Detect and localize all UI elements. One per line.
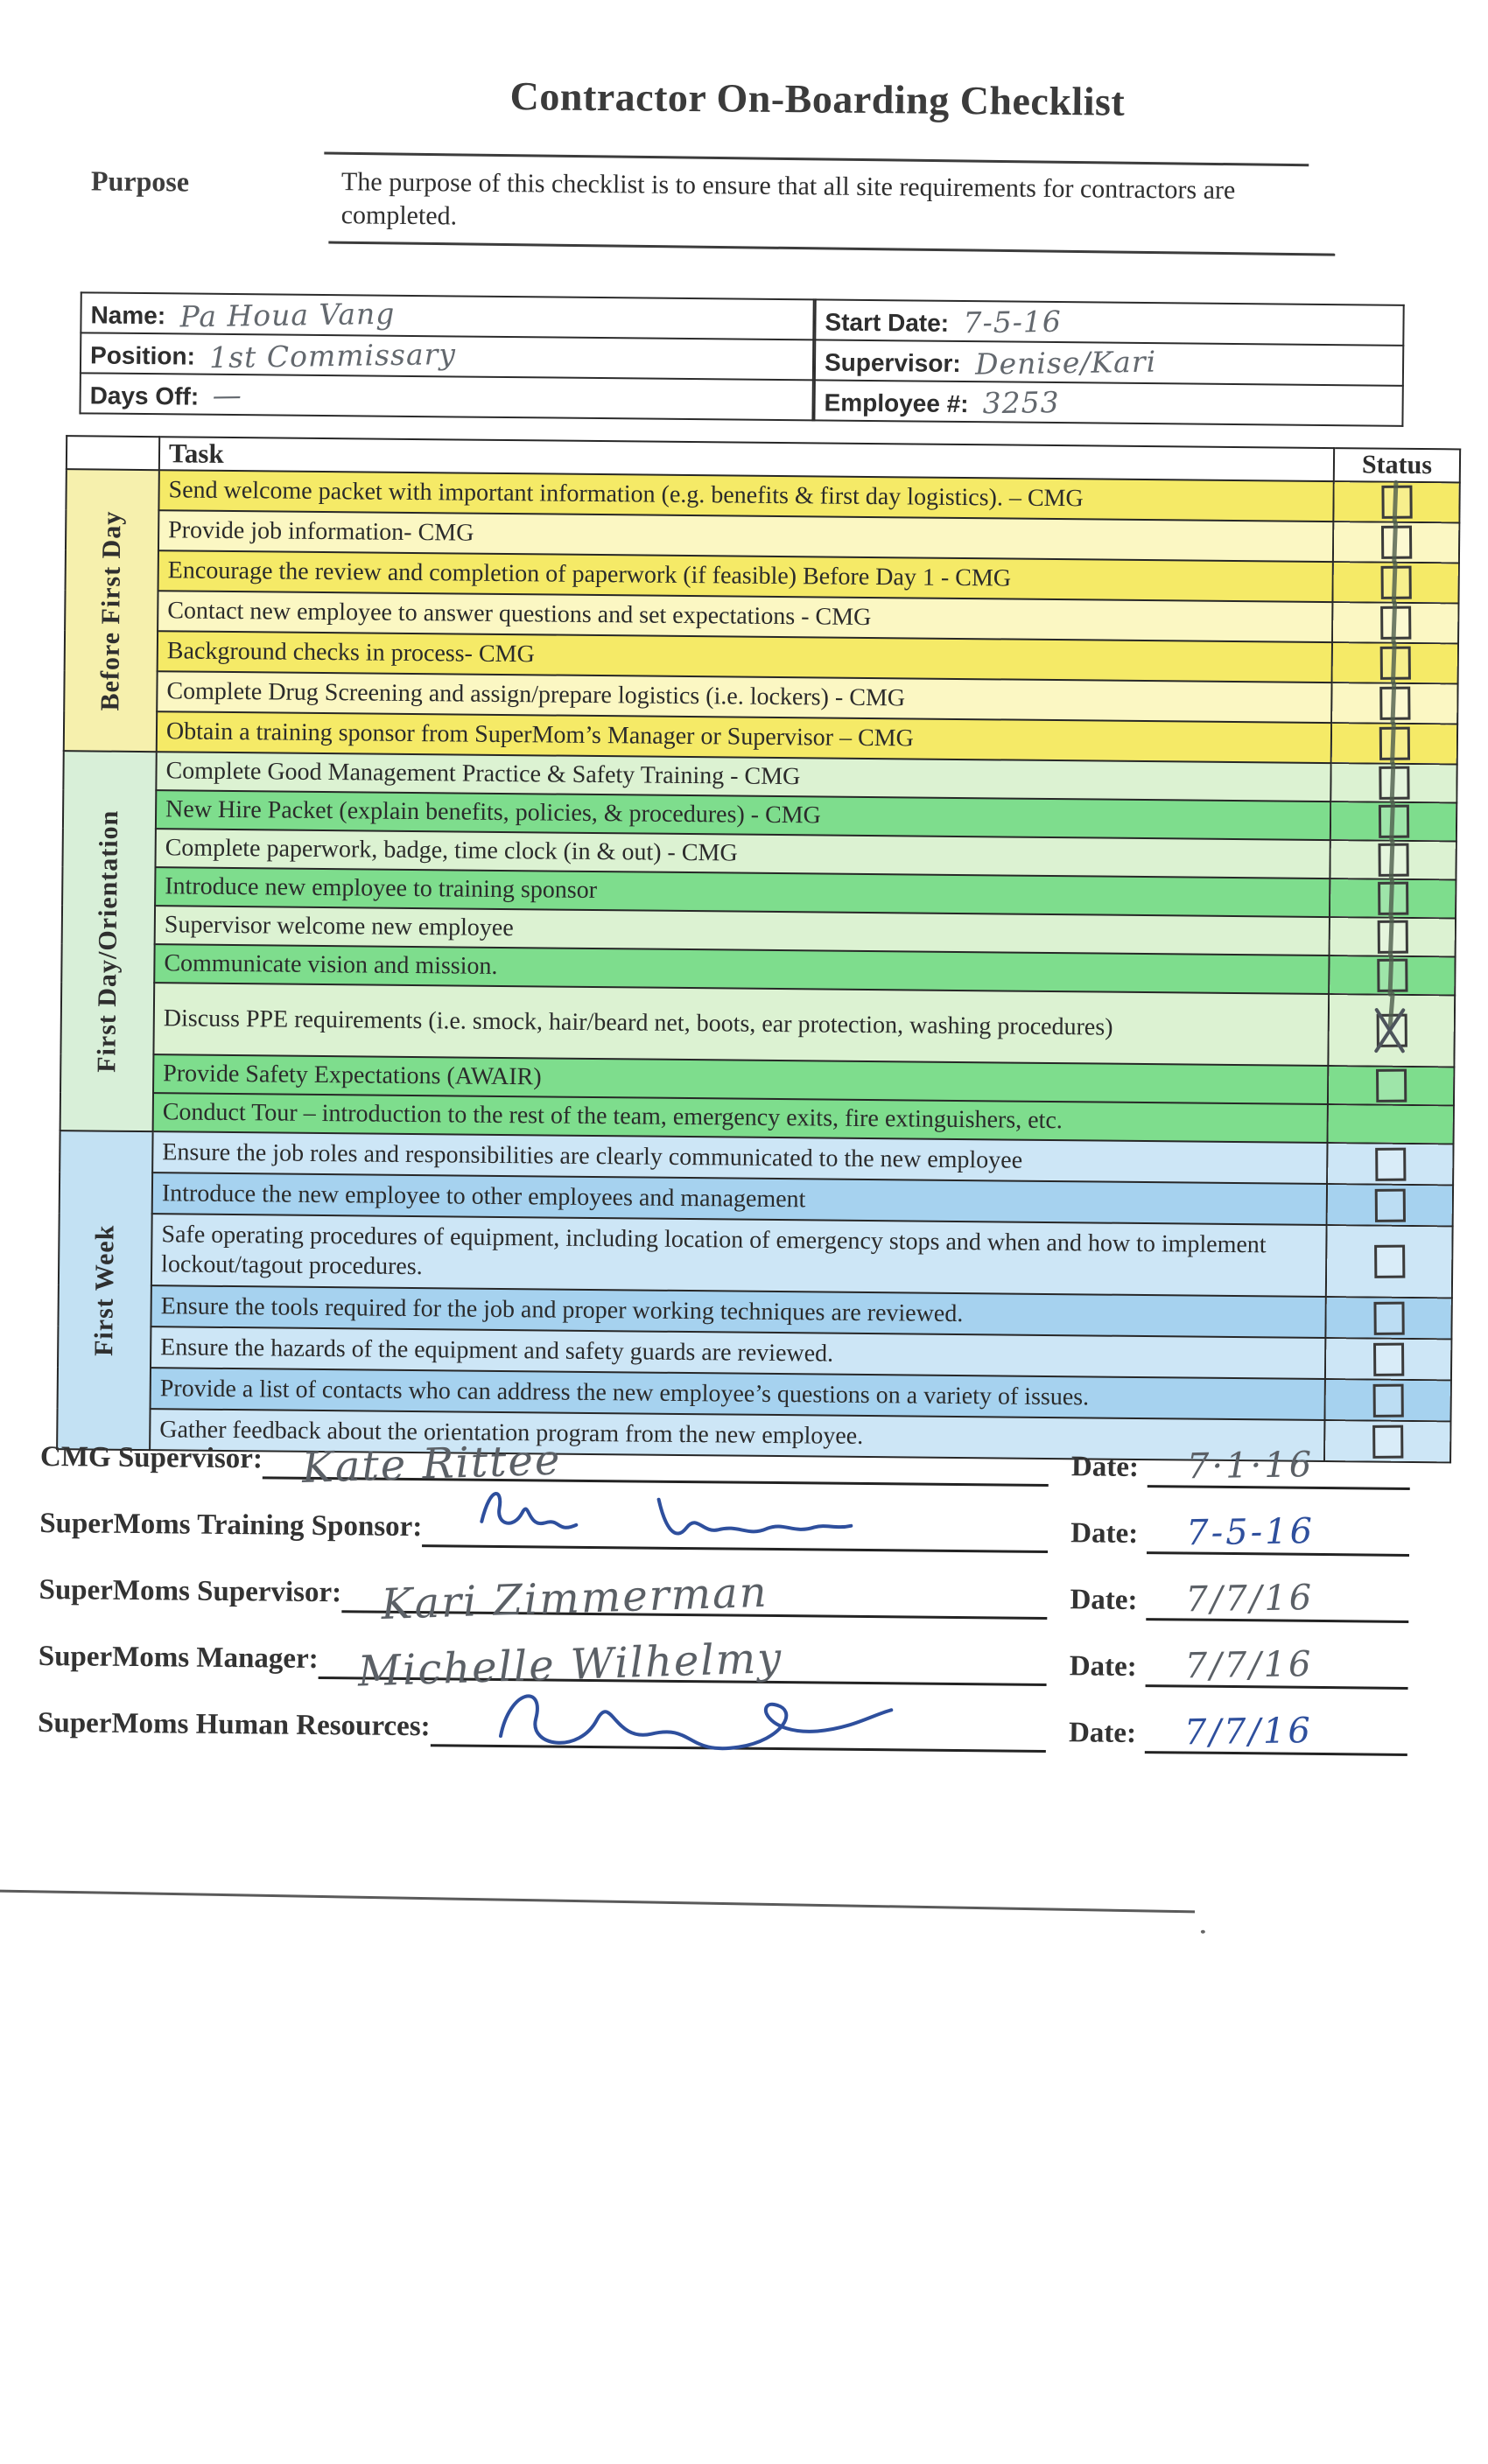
purpose-divider [328, 242, 1335, 256]
date-line[interactable] [1146, 1634, 1409, 1690]
task-cell: Ensure the hazards of the equipment and safety guards are reviewed. [151, 1326, 1325, 1379]
task-cell: Ensure the job roles and responsibilities are clearly communicated to the new employee [152, 1131, 1327, 1184]
task-cell: Supervisor welcome new employee [155, 906, 1330, 956]
handwritten-date: 7/7/16 [1185, 1578, 1315, 1620]
scan-speck [1201, 1930, 1205, 1934]
handwritten-signature-scribble [482, 1673, 973, 1765]
status-checkbox[interactable] [1372, 1383, 1403, 1417]
task-cell: Send welcome packet with important information (e.g. benefits & first day logistics). – CMG [158, 470, 1333, 522]
info-handwritten-value: 1st Commissary [208, 336, 457, 374]
task-cell: Discuss PPE requirements (i.e. smock, hair/beard net, boots, ear protection, washing procedures) [153, 983, 1329, 1066]
task-cell: New Hire Packet (explain benefits, policies, & procedures) - CMG [156, 790, 1330, 840]
signature-label: SuperMoms Human Resources: [37, 1706, 431, 1743]
task-row [60, 982, 1455, 1067]
info-table-left [79, 291, 814, 421]
signature-line[interactable] [430, 1691, 1046, 1753]
status-checkbox[interactable] [1375, 1147, 1406, 1180]
onboarding-checklist [56, 435, 1461, 1463]
status-checkbox[interactable] [1374, 1188, 1405, 1222]
status-cell [1324, 1379, 1450, 1421]
status-cell [1326, 1225, 1453, 1298]
task-cell: Background checks in process- CMG [158, 631, 1332, 682]
status-cell [1328, 994, 1455, 1067]
info-row [815, 299, 1403, 345]
date-label: Date: [1069, 1650, 1137, 1683]
info-cell [81, 292, 813, 340]
task-cell: Ensure the tools required for the job and proper working techniques are reviewed. [151, 1285, 1325, 1338]
status-cell [1330, 917, 1456, 956]
info-field-label: Position: [89, 340, 196, 370]
status-cell [1330, 763, 1456, 802]
info-cell [815, 299, 1403, 345]
status-cell [1329, 956, 1455, 995]
status-cell [1333, 522, 1459, 563]
info-handwritten-value: 7-5-16 [962, 304, 1062, 340]
checklist-body [57, 469, 1460, 1462]
task-cell: Complete Drug Screening and assign/prepare logistics (i.e. lockers) - CMG [157, 671, 1331, 723]
date-line[interactable] [1145, 1700, 1408, 1756]
info-handwritten-value: — [212, 377, 243, 412]
info-cell [80, 373, 812, 420]
info-cell [814, 380, 1402, 425]
status-cell [1328, 1104, 1454, 1144]
info-field-label: Employee #: [824, 388, 969, 417]
section-label-blue [57, 1130, 152, 1450]
status-cell [1333, 481, 1459, 522]
signature-label: SuperMoms Supervisor: [39, 1573, 342, 1609]
handwritten-signature: Kari Zimmerman [380, 1567, 769, 1629]
date-line[interactable] [1148, 1434, 1411, 1490]
date-label: Date: [1068, 1717, 1137, 1749]
status-cell [1331, 682, 1457, 724]
checklist-table [56, 435, 1461, 1463]
page-divider-line [0, 1889, 1195, 1912]
status-cell [1330, 878, 1456, 918]
status-cell [1327, 1184, 1453, 1226]
info-cell [815, 340, 1403, 385]
date-label: Date: [1070, 1517, 1139, 1550]
task-cell: Provide a list of contacts who can address the new employee’s questions on a variety of issues. [151, 1368, 1325, 1420]
signature-label: SuperMoms Manager: [38, 1640, 319, 1676]
info-row [80, 373, 812, 420]
purpose-text: The purpose of this checklist is to ensure that all site requirements for contractors are completed. [340, 167, 1236, 231]
task-cell: Provide job information- CMG [158, 510, 1333, 562]
info-field-label: Start Date: [825, 307, 950, 337]
task-cell: Complete Good Management Practice & Safety Training - CMG [156, 752, 1330, 802]
checklist-corner-cell [67, 436, 159, 470]
info-handwritten-value: 3253 [982, 384, 1060, 420]
status-cell [1328, 1066, 1454, 1105]
handwritten-signature: Kate Rittee [301, 1435, 563, 1494]
date-label: Date: [1070, 1584, 1138, 1616]
task-cell: Gather feedback about the orientation program from the new employee. [150, 1409, 1324, 1461]
signature-line[interactable] [422, 1492, 1049, 1553]
task-cell: Provide Safety Expectations (AWAIR) [153, 1054, 1328, 1104]
signature-block [38, 1410, 1411, 1756]
task-cell: Introduce new employee to training sponsor [155, 867, 1330, 917]
info-field-label: Days Off: [89, 381, 200, 410]
info-row [81, 292, 813, 340]
status-checkbox[interactable] [1376, 1069, 1407, 1102]
date-line[interactable] [1146, 1567, 1409, 1623]
info-row [81, 332, 813, 380]
handwritten-date: 7/7/16 [1184, 1643, 1314, 1687]
task-cell: Conduct Tour – introduction to the rest of the team, emergency exits, fire extinguishers, etc. [153, 1093, 1328, 1143]
task-cell: Safe operating procedures of equipment, including location of emergency stops and when and how to implement lockout/tagout procedures. [151, 1214, 1327, 1297]
info-field-label: Name: [90, 300, 166, 329]
status-checkbox[interactable] [1373, 1342, 1404, 1376]
task-cell: Complete paperwork, badge, time clock (in & out) - CMG [155, 829, 1330, 878]
employee-info-table [79, 291, 1404, 427]
task-cell: Contact new employee to answer questions and set expectations - CMG [158, 591, 1332, 642]
signature-label: CMG Supervisor: [39, 1440, 263, 1475]
purpose-label: Purpose [90, 164, 190, 198]
status-cell [1327, 1143, 1453, 1185]
info-row [814, 380, 1402, 425]
status-cell [1325, 1297, 1451, 1339]
handwritten-date: 7·1·16 [1186, 1445, 1315, 1488]
info-cell [81, 332, 813, 380]
section-label-text: Before First Day [95, 510, 127, 711]
status-cell [1330, 802, 1456, 841]
task-row [59, 1213, 1453, 1298]
handwritten-date: 7/7/16 [1183, 1710, 1314, 1754]
info-field-label: Supervisor: [824, 347, 961, 377]
section-label-text: First Day/Orientation [92, 809, 124, 1073]
signature-label: SuperMoms Training Sponsor: [39, 1507, 423, 1544]
date-label: Date: [1070, 1451, 1140, 1483]
status-cell [1332, 562, 1458, 603]
info-handwritten-value: Denise/Kari [974, 344, 1157, 382]
signature-line[interactable] [341, 1558, 1048, 1629]
task-cell: Encourage the review and completion of paperwork (if feasible) Before Day 1 - CMG [158, 550, 1333, 602]
info-row [815, 340, 1403, 385]
status-cell [1332, 642, 1458, 683]
handwritten-signature: Michelle Wilhelmy [356, 1633, 783, 1697]
info-table-right [813, 298, 1404, 426]
status-cell [1325, 1338, 1451, 1380]
status-cell [1330, 840, 1456, 879]
task-cell: Communicate vision and mission. [154, 944, 1329, 994]
section-label-green [60, 751, 157, 1131]
info-handwritten-value: Pa Houa Vang [179, 296, 396, 333]
status-column-header: Status [1334, 448, 1460, 482]
handwritten-date: 7-5-16 [1185, 1511, 1316, 1554]
status-cell [1331, 723, 1457, 764]
status-cell [1332, 602, 1458, 643]
signature-row [38, 1676, 1408, 1756]
status-checkbox[interactable] [1373, 1301, 1404, 1334]
status-checkbox[interactable] [1374, 1245, 1405, 1278]
title-divider [324, 152, 1309, 167]
page-title: Contractor On-Boarding Checklist [509, 74, 1126, 124]
section-label-text: First Week [89, 1224, 120, 1356]
task-cell: Introduce the new employee to other employees and management [152, 1172, 1327, 1225]
task-column-header: Task [159, 437, 1334, 481]
section-label-yellow [64, 469, 159, 752]
date-line[interactable] [1147, 1501, 1410, 1557]
task-cell: Obtain a training sponsor from SuperMom’s Manager or Supervisor – CMG [157, 711, 1331, 763]
